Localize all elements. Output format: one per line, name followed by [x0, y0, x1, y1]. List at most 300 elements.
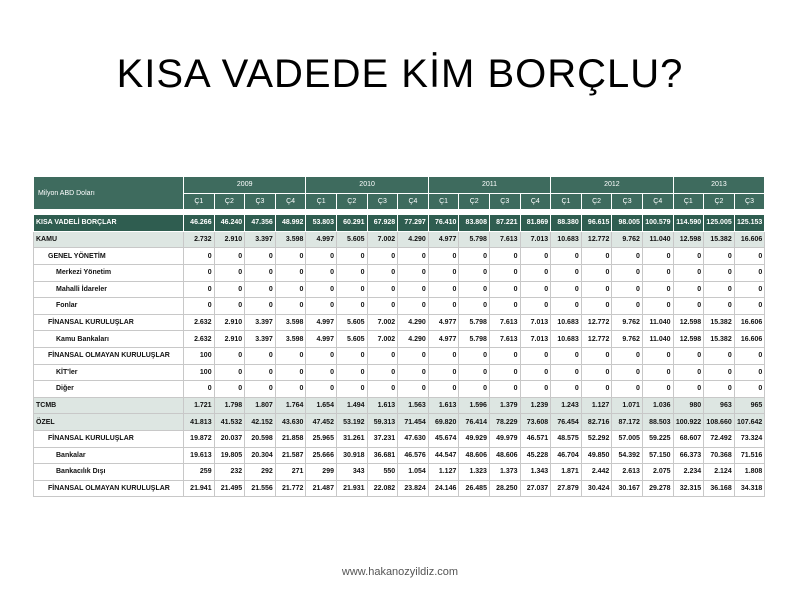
- table-cell: 71.516: [734, 447, 765, 464]
- slide-title: KISA VADEDE KİM BORÇLU?: [116, 52, 684, 96]
- table-cell: 7.002: [367, 331, 398, 348]
- quarter-header: Ç4: [398, 193, 429, 210]
- table-cell: 0: [245, 264, 276, 281]
- table-cell: 53.192: [336, 414, 367, 431]
- table-cell: 0: [581, 347, 612, 364]
- table-cell: 66.373: [673, 447, 704, 464]
- table-cell: 21.931: [336, 480, 367, 497]
- table-cell: 0: [551, 281, 582, 298]
- table-cell: 2.442: [581, 464, 612, 481]
- table-cell: 0: [489, 264, 520, 281]
- table-cell: 2.234: [673, 464, 704, 481]
- table-cell: 0: [398, 298, 429, 315]
- table-cell: 0: [245, 298, 276, 315]
- quarter-header: Ç2: [336, 193, 367, 210]
- quarter-header: Ç4: [642, 193, 673, 210]
- table-cell: 27.037: [520, 480, 551, 497]
- table-cell: 2.632: [184, 314, 215, 331]
- table-cell: 0: [336, 264, 367, 281]
- table-cell: 0: [642, 281, 673, 298]
- table-row: [34, 381, 765, 398]
- table-cell: 0: [459, 264, 490, 281]
- table-cell: 0: [275, 264, 306, 281]
- table-cell: 0: [398, 381, 429, 398]
- table-cell: 0: [734, 248, 765, 265]
- table-cell: 0: [489, 381, 520, 398]
- table-cell: 21.556: [245, 480, 276, 497]
- row-label: FİNANSAL KURULUŞLAR: [34, 314, 184, 331]
- table-cell: 45.674: [428, 430, 459, 447]
- table-row: [34, 447, 765, 464]
- quarter-header: Ç3: [367, 193, 398, 210]
- table-cell: 59.225: [642, 430, 673, 447]
- table-cell: 0: [184, 264, 215, 281]
- table-cell: 108.660: [704, 414, 735, 431]
- quarter-header: Ç1: [673, 193, 704, 210]
- table-cell: 1.036: [642, 397, 673, 414]
- unit-label: Milyon ABD Doları: [34, 177, 184, 210]
- table-cell: 1.379: [489, 397, 520, 414]
- table-cell: 0: [642, 364, 673, 381]
- table-cell: 20.037: [214, 430, 245, 447]
- table-cell: 12.772: [581, 231, 612, 248]
- table-cell: 53.803: [306, 215, 337, 232]
- table-cell: 0: [704, 364, 735, 381]
- table-cell: 37.231: [367, 430, 398, 447]
- table-cell: 45.228: [520, 447, 551, 464]
- table-cell: 0: [551, 381, 582, 398]
- table-cell: 76.414: [459, 414, 490, 431]
- table-cell: 19.872: [184, 430, 215, 447]
- table-cell: 0: [642, 381, 673, 398]
- table-cell: 4.977: [428, 331, 459, 348]
- table-cell: 47.452: [306, 414, 337, 431]
- table-cell: 0: [245, 364, 276, 381]
- table-cell: 3.598: [275, 331, 306, 348]
- table-cell: 21.772: [275, 480, 306, 497]
- table-cell: 9.762: [612, 314, 643, 331]
- table-cell: 0: [704, 264, 735, 281]
- table-cell: 21.495: [214, 480, 245, 497]
- table-cell: 0: [642, 347, 673, 364]
- table-cell: 1.071: [612, 397, 643, 414]
- table-cell: 59.313: [367, 414, 398, 431]
- table-cell: 343: [336, 464, 367, 481]
- table-cell: 73.324: [734, 430, 765, 447]
- table-cell: 0: [520, 347, 551, 364]
- table-cell: 23.824: [398, 480, 429, 497]
- table-cell: 21.487: [306, 480, 337, 497]
- table-cell: 0: [551, 347, 582, 364]
- table-cell: 0: [520, 264, 551, 281]
- row-label: Bankalar: [34, 447, 184, 464]
- table-cell: 41.813: [184, 414, 215, 431]
- table-cell: 0: [704, 381, 735, 398]
- table-cell: 0: [336, 248, 367, 265]
- table-cell: 98.005: [612, 215, 643, 232]
- table-cell: 1.808: [734, 464, 765, 481]
- table-row: [34, 414, 765, 431]
- table-cell: 7.613: [489, 231, 520, 248]
- quarter-header: Ç2: [459, 193, 490, 210]
- table-cell: 0: [581, 381, 612, 398]
- table-cell: 44.547: [428, 447, 459, 464]
- table-cell: 0: [734, 381, 765, 398]
- row-label: KISA VADELİ BORÇLAR: [34, 215, 184, 232]
- table-cell: 0: [367, 364, 398, 381]
- table-cell: 0: [245, 347, 276, 364]
- table-cell: 1.323: [459, 464, 490, 481]
- table-cell: 21.587: [275, 447, 306, 464]
- table-cell: 125.153: [734, 215, 765, 232]
- table-cell: 46.576: [398, 447, 429, 464]
- debt-table: [33, 176, 765, 497]
- table-cell: 1.798: [214, 397, 245, 414]
- table-cell: 49.929: [459, 430, 490, 447]
- table-cell: 965: [734, 397, 765, 414]
- table-cell: 5.605: [336, 314, 367, 331]
- table-cell: 0: [428, 347, 459, 364]
- table-cell: 0: [275, 364, 306, 381]
- year-header: 2013: [673, 177, 765, 194]
- year-header-row: [34, 177, 765, 194]
- table-cell: 2.732: [184, 231, 215, 248]
- table-cell: 21.858: [275, 430, 306, 447]
- table-cell: 4.977: [428, 314, 459, 331]
- table-cell: 69.820: [428, 414, 459, 431]
- table-cell: 46.240: [214, 215, 245, 232]
- table-cell: 72.492: [704, 430, 735, 447]
- table-cell: 96.615: [581, 215, 612, 232]
- table-cell: 2.613: [612, 464, 643, 481]
- table-cell: 2.910: [214, 231, 245, 248]
- table-cell: 0: [642, 264, 673, 281]
- table-cell: 46.266: [184, 215, 215, 232]
- year-header: 2009: [184, 177, 306, 194]
- table-cell: 48.606: [489, 447, 520, 464]
- table-cell: 0: [612, 298, 643, 315]
- table-cell: 963: [704, 397, 735, 414]
- table-cell: 0: [245, 381, 276, 398]
- table-cell: 0: [642, 248, 673, 265]
- table-cell: 48.575: [551, 430, 582, 447]
- table-cell: 47.630: [398, 430, 429, 447]
- table-cell: 24.146: [428, 480, 459, 497]
- table-row: [34, 364, 765, 381]
- table-cell: 52.292: [581, 430, 612, 447]
- row-label: TCMB: [34, 397, 184, 414]
- table-cell: 29.278: [642, 480, 673, 497]
- table-cell: 0: [459, 347, 490, 364]
- table-cell: 0: [704, 347, 735, 364]
- table-cell: 10.683: [551, 331, 582, 348]
- table-cell: 0: [306, 364, 337, 381]
- table-cell: 0: [489, 364, 520, 381]
- table-cell: 32.315: [673, 480, 704, 497]
- table-cell: 9.762: [612, 331, 643, 348]
- table-cell: 68.607: [673, 430, 704, 447]
- table-cell: 7.613: [489, 331, 520, 348]
- row-label: Kamu Bankaları: [34, 331, 184, 348]
- table-cell: 34.318: [734, 480, 765, 497]
- table-cell: 0: [245, 248, 276, 265]
- table-cell: 3.397: [245, 314, 276, 331]
- table-cell: 1.807: [245, 397, 276, 414]
- table-cell: 0: [551, 264, 582, 281]
- table-cell: 12.598: [673, 231, 704, 248]
- table-cell: 1.343: [520, 464, 551, 481]
- table-cell: 0: [306, 381, 337, 398]
- table-cell: 67.928: [367, 215, 398, 232]
- table-cell: 2.632: [184, 331, 215, 348]
- table-cell: 7.002: [367, 231, 398, 248]
- table-cell: 19.613: [184, 447, 215, 464]
- table-cell: 83.808: [459, 215, 490, 232]
- table-cell: 4.997: [306, 231, 337, 248]
- table-cell: 1.373: [489, 464, 520, 481]
- table-cell: 0: [642, 298, 673, 315]
- table-cell: 100: [184, 364, 215, 381]
- table-cell: 0: [275, 347, 306, 364]
- table-cell: 0: [520, 364, 551, 381]
- table-cell: 0: [459, 364, 490, 381]
- table-cell: 0: [581, 264, 612, 281]
- table-cell: 0: [398, 347, 429, 364]
- table-cell: 0: [367, 264, 398, 281]
- table-cell: 3.397: [245, 231, 276, 248]
- table-cell: 0: [520, 281, 551, 298]
- table-cell: 5.605: [336, 331, 367, 348]
- table-row: [34, 248, 765, 265]
- table-row: [34, 464, 765, 481]
- table-cell: 46.571: [520, 430, 551, 447]
- table-cell: 0: [459, 248, 490, 265]
- quarter-header: Ç1: [184, 193, 215, 210]
- table-cell: 100.579: [642, 215, 673, 232]
- quarter-header: Ç2: [214, 193, 245, 210]
- table-cell: 5.605: [336, 231, 367, 248]
- table-cell: 125.005: [704, 215, 735, 232]
- table-cell: 0: [673, 264, 704, 281]
- table-cell: 88.380: [551, 215, 582, 232]
- table-cell: 0: [367, 347, 398, 364]
- table-cell: 0: [612, 364, 643, 381]
- table-cell: 57.150: [642, 447, 673, 464]
- year-header: 2011: [428, 177, 550, 194]
- table-cell: 57.005: [612, 430, 643, 447]
- table-cell: 0: [551, 364, 582, 381]
- table-cell: 15.382: [704, 231, 735, 248]
- table-cell: 0: [428, 281, 459, 298]
- row-label: ÖZEL: [34, 414, 184, 431]
- table-cell: 0: [734, 298, 765, 315]
- quarter-header: Ç3: [245, 193, 276, 210]
- table-cell: 0: [184, 248, 215, 265]
- table-cell: 0: [428, 298, 459, 315]
- table-cell: 0: [520, 381, 551, 398]
- table-cell: 77.297: [398, 215, 429, 232]
- table-cell: 0: [184, 298, 215, 315]
- table-cell: 70.368: [704, 447, 735, 464]
- table-cell: 0: [489, 298, 520, 315]
- table-cell: 0: [428, 364, 459, 381]
- table-cell: 54.392: [612, 447, 643, 464]
- table-cell: 60.291: [336, 215, 367, 232]
- table-cell: 0: [275, 281, 306, 298]
- table-cell: 31.261: [336, 430, 367, 447]
- table-cell: 82.716: [581, 414, 612, 431]
- table-cell: 12.598: [673, 314, 704, 331]
- table-cell: 299: [306, 464, 337, 481]
- row-label: FİNANSAL OLMAYAN KURULUŞLAR: [34, 347, 184, 364]
- table-cell: 0: [673, 364, 704, 381]
- table-cell: 0: [459, 381, 490, 398]
- table-cell: 107.642: [734, 414, 765, 431]
- table-cell: 0: [673, 381, 704, 398]
- table-cell: 43.630: [275, 414, 306, 431]
- table-cell: 5.798: [459, 231, 490, 248]
- table-cell: 114.590: [673, 215, 704, 232]
- table-cell: 12.772: [581, 331, 612, 348]
- table-cell: 0: [489, 281, 520, 298]
- table-cell: 2.075: [642, 464, 673, 481]
- quarter-header: Ç4: [275, 193, 306, 210]
- table-cell: 76.454: [551, 414, 582, 431]
- table-cell: 0: [306, 298, 337, 315]
- table-cell: 0: [612, 381, 643, 398]
- row-label: Diğer: [34, 381, 184, 398]
- table-cell: 49.979: [489, 430, 520, 447]
- table-cell: 9.762: [612, 231, 643, 248]
- table-cell: 0: [734, 347, 765, 364]
- table-cell: 1.243: [551, 397, 582, 414]
- table-cell: 0: [489, 347, 520, 364]
- table-cell: 0: [214, 364, 245, 381]
- row-label: GENEL YÖNETİM: [34, 248, 184, 265]
- table-cell: 5.798: [459, 331, 490, 348]
- table-cell: 87.172: [612, 414, 643, 431]
- table-cell: 0: [306, 248, 337, 265]
- table-cell: 7.613: [489, 314, 520, 331]
- table-cell: 11.040: [642, 231, 673, 248]
- table-cell: 1.563: [398, 397, 429, 414]
- table-cell: 49.850: [581, 447, 612, 464]
- table-row: [34, 264, 765, 281]
- table-cell: 0: [398, 364, 429, 381]
- table-cell: 980: [673, 397, 704, 414]
- year-header: 2010: [306, 177, 428, 194]
- table-cell: 46.704: [551, 447, 582, 464]
- table-cell: 0: [612, 248, 643, 265]
- table-cell: 1.127: [428, 464, 459, 481]
- table-cell: 78.229: [489, 414, 520, 431]
- row-label: KİT'ler: [34, 364, 184, 381]
- table-cell: 10.683: [551, 231, 582, 248]
- table-cell: 3.397: [245, 331, 276, 348]
- table-cell: 11.040: [642, 314, 673, 331]
- table-cell: 25.965: [306, 430, 337, 447]
- table-cell: 0: [704, 281, 735, 298]
- table-cell: 292: [245, 464, 276, 481]
- table-cell: 30.424: [581, 480, 612, 497]
- table-cell: 0: [367, 281, 398, 298]
- table-cell: 0: [673, 298, 704, 315]
- table-cell: 0: [581, 248, 612, 265]
- table-cell: 7.013: [520, 231, 551, 248]
- table-row: [34, 480, 765, 497]
- table-cell: 73.608: [520, 414, 551, 431]
- table-cell: 271: [275, 464, 306, 481]
- quarter-header: Ç2: [704, 193, 735, 210]
- table-cell: 1.871: [551, 464, 582, 481]
- table-cell: 0: [367, 248, 398, 265]
- table-cell: 0: [673, 347, 704, 364]
- table-cell: 0: [275, 248, 306, 265]
- table-cell: 100.922: [673, 414, 704, 431]
- year-header: 2012: [551, 177, 673, 194]
- quarter-header: Ç1: [428, 193, 459, 210]
- table-cell: 0: [367, 381, 398, 398]
- table-cell: 0: [551, 298, 582, 315]
- table-cell: 4.290: [398, 331, 429, 348]
- table-row: [34, 281, 765, 298]
- table-cell: 0: [336, 281, 367, 298]
- table-cell: 0: [184, 381, 215, 398]
- row-label: Fonlar: [34, 298, 184, 315]
- table-cell: 0: [336, 364, 367, 381]
- table-cell: 1.494: [336, 397, 367, 414]
- table-cell: 1.054: [398, 464, 429, 481]
- footer-url: www.hakanozyildiz.com: [341, 566, 459, 578]
- table-cell: 36.681: [367, 447, 398, 464]
- table-cell: 0: [306, 281, 337, 298]
- table-cell: 0: [704, 298, 735, 315]
- table-cell: 3.598: [275, 314, 306, 331]
- table-cell: 0: [398, 248, 429, 265]
- table-cell: 0: [581, 364, 612, 381]
- table-cell: 550: [367, 464, 398, 481]
- table-cell: 4.977: [428, 231, 459, 248]
- table-cell: 0: [734, 281, 765, 298]
- table-row: [34, 314, 765, 331]
- table-cell: 30.918: [336, 447, 367, 464]
- table-cell: 12.772: [581, 314, 612, 331]
- table-cell: 10.683: [551, 314, 582, 331]
- table-cell: 0: [214, 264, 245, 281]
- table-cell: 28.250: [489, 480, 520, 497]
- table-cell: 76.410: [428, 215, 459, 232]
- table-cell: 0: [673, 248, 704, 265]
- table-cell: 100: [184, 347, 215, 364]
- table-cell: 0: [306, 264, 337, 281]
- table-row: [34, 347, 765, 364]
- table-cell: 0: [306, 347, 337, 364]
- table-cell: 0: [336, 381, 367, 398]
- table-cell: 0: [275, 298, 306, 315]
- table-cell: 15.382: [704, 331, 735, 348]
- table-cell: 1.596: [459, 397, 490, 414]
- table-cell: 42.152: [245, 414, 276, 431]
- table-cell: 25.666: [306, 447, 337, 464]
- table-cell: 3.598: [275, 231, 306, 248]
- table-cell: 48.606: [459, 447, 490, 464]
- table-cell: 0: [275, 381, 306, 398]
- row-label: Bankacılık Dışı: [34, 464, 184, 481]
- table-cell: 30.167: [612, 480, 643, 497]
- table-cell: 0: [214, 298, 245, 315]
- table-cell: 1.239: [520, 397, 551, 414]
- row-label: KAMU: [34, 231, 184, 248]
